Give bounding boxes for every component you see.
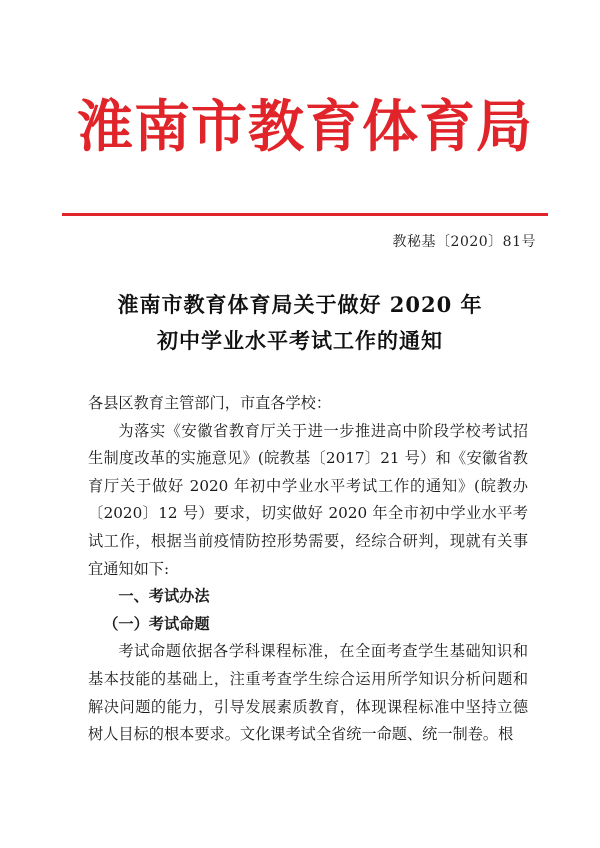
letterhead-title: 淮南市教育体育局 — [77, 95, 533, 160]
salutation: 各县区教育主管部门，市直各学校： — [88, 394, 331, 412]
paragraph-intro: 为落实《安徽省教育厅关于进一步推进高中阶段学校考试招生制度改革的实施意见》(皖教基〔2017〕21 号）和《安徽省教育厅关于做好 2020 年初中学业水平考试工作的通知》(皖教办〔2020〕12 号）要求，切实做好 2020 年全市初中学业水平考试工作，根据当前疫情防控形势需要，经综合研判，现就有关事宜通知如下: — [88, 421, 528, 578]
document-title-line-2: 初中学业水平考试工作的通知 — [157, 328, 443, 353]
document-number: 教秘基〔2020〕81号 — [392, 234, 536, 250]
section-heading-exam-method: 一、考试办法 — [118, 587, 210, 606]
document-body — [88, 390, 528, 749]
subsection-heading-exam-questions: （一）考试命题 — [103, 614, 210, 633]
document-title-line-1: 淮南市教育体育局关于做好 2020 年 — [117, 292, 483, 317]
paragraph-exam-questions: 考试命题依据各学科课程标准，在全面考查学生基础知识和基本技能的基础上，注重考查学生综合运用所学知识分析问题和解决问题的能力，引导发展素质教育，体现课程标准中坚持立德树人目标的根本要求。文化课考试全省统一命题、统一制卷。根 — [88, 642, 528, 744]
letterhead-red-rule — [62, 213, 548, 216]
